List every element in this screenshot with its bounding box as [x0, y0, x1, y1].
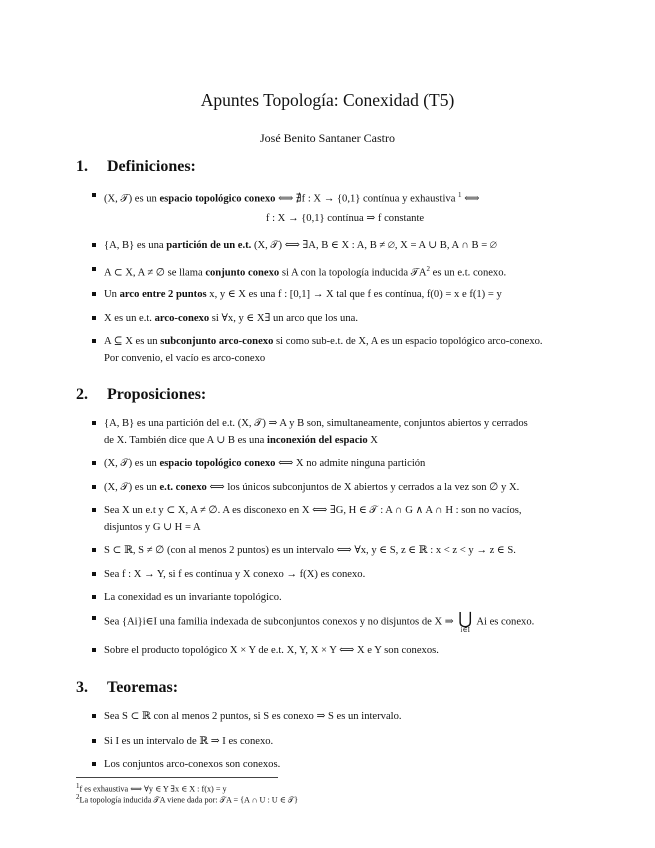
- list-item: S ⊂ ℝ, S ≠ ∅ (con al menos 2 puntos) es un intervalo ⟺ ∀x, y ∈ S, z ∈ ℝ : x < z < y → z ∈ S.: [104, 542, 586, 559]
- list-item: X es un e.t. arco-conexo si ∀x, y ∈ X∃ un arco que los una.: [104, 310, 586, 327]
- list-item: (X, 𝒯) es un espacio topológico conexo ⟺ X no admite ninguna partición: [104, 455, 586, 472]
- list-item: (X, 𝒯) es un espacio topológico conexo ⟺ ∄f : X → {0,1} contínua y exhaustiva $^1$ ⟺: [104, 187, 586, 208]
- list-item: A ⊂ X, A ≠ ∅ se llama conjunto conexo si A con la topología inducida 𝒯A$^2$ es un e.t. conexo.: [104, 261, 586, 282]
- section-heading-teoremas: 3. Teoremas:: [76, 679, 179, 696]
- section-heading-proposiciones: 2. Proposiciones:: [76, 386, 207, 403]
- list-item: {A, B} es una partición de un e.t. (X, 𝒯) ⟺ ∃A, B ∈ X : A, B ≠ ∅, X = A ∪ B, A ∩ B = ∅: [104, 237, 586, 254]
- list-item: A ⊆ X es un subconjunto arco-conexo si como sub-e.t. de X, A es un espacio topológico arco-conexo. Por convenio, el vacío es arco-conexo: [104, 333, 586, 367]
- list-item: {A, B} es una partición del e.t. (X, 𝒯) ⇒ A y B son, simultaneamente, conjuntos abiertos y cerrados de X. También dice que A ∪ B es una inconexión del espacio X: [104, 415, 586, 449]
- list-item: La conexidad es un invariante topológico.: [104, 589, 586, 606]
- list-item: (X, 𝒯) es un e.t. conexo ⟺ los únicos subconjuntos de X abiertos y cerrados a la vez son ∅ y X.: [104, 479, 586, 496]
- footnote-rule: [76, 777, 278, 778]
- list-item: Sea {Ai}i∈I una familia indexada de subconjuntos conexos y no disjuntos de X ⇒ ⋃ i∈I Ai es conexo.: [104, 610, 586, 634]
- page-title: Apuntes Topología: Conexidad (T5): [200, 90, 455, 110]
- list-item: Si I es un intervalo de ℝ ⇒ I es conexo.: [104, 733, 586, 750]
- list-item: Un arco entre 2 puntos x, y ∈ X es una f : [0,1] → X tal que f es contínua, f(0) = x e f(1) = y: [104, 286, 586, 303]
- footnote: $^2$La topología inducida 𝒯A viene dada por: 𝒯A = {A ∩ U : U ∈ 𝒯}: [76, 793, 299, 805]
- list-item: Sobre el producto topológico X × Y de e.t. X, Y, X × Y ⟺ X e Y son conexos.: [104, 642, 586, 659]
- list-item: Los conjuntos arco-conexos son conexos.: [104, 756, 586, 773]
- list-item: Sea X un e.t y ⊂ X, A ≠ ∅. A es disconexo en X ⟺ ∃G, H ∈ 𝒯 : A ∩ G ∧ A ∩ H : son no vacíos, disjuntos y G ∪ H = A: [104, 502, 586, 536]
- union-symbol: ⋃ i∈I: [458, 609, 473, 634]
- equation: f : X → {0,1} contínua ⇒ f constante: [265, 213, 425, 224]
- section-heading-definiciones: 1. Definiciones:: [76, 158, 196, 175]
- list-item: Sea S ⊂ ℝ con al menos 2 puntos, si S es conexo ⇒ S es un intervalo.: [104, 708, 586, 725]
- list-item: Sea f : X → Y, si f es contínua y X conexo → f(X) es conexo.: [104, 566, 586, 583]
- author: José Benito Santaner Castro: [260, 131, 395, 145]
- footnote: $^1$f es exhaustiva ⟺ ∀y ∈ Y ∃x ∈ X : f(x) = y: [76, 782, 227, 794]
